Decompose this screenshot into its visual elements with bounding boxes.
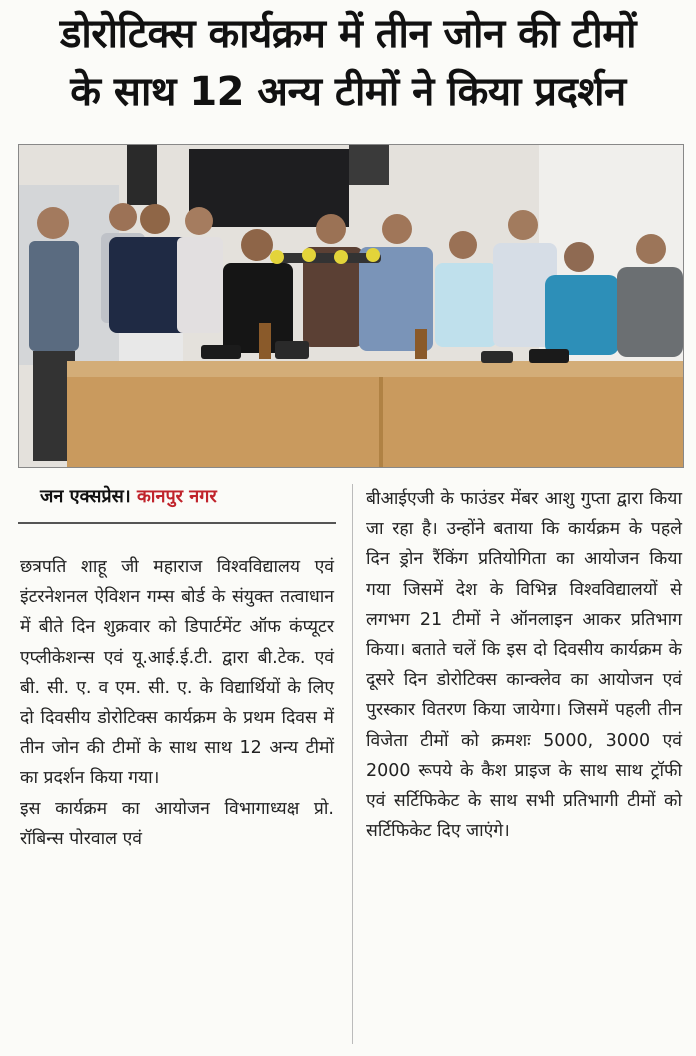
group-photo-illustration	[19, 145, 683, 467]
byline-separator: ।	[123, 486, 131, 507]
article-paragraph: इस कार्यक्रम का आयोजन विभागाध्यक्ष प्रो. रॉबिन्स पोरवाल एवं	[20, 798, 334, 849]
headline	[10, 6, 686, 122]
article-paragraph: बीआईएजी के फाउंडर मेंबर आशु गुप्ता द्वारा किया जा रहा है। उन्होंने बताया कि कार्यक्रम के पहले दिन ड्रोन रैंकिंग प्रतियोगिता का आयोजन किया गया जिसमें देश के विभिन्न विश्वविद्यालयों से लगभग 21 टीमों ने ऑनलाइन आकर प्रतिभाग किया। बताते चलें कि इस दो दिवसीय कार्यक्रम के दूसरे दिन डोरोटिक्स कान्क्लेव का आयोजन एवं पुरस्कार वितरण किया जायेगा। जिसमें पहली तीन विजेता टीमों को क्रमशः 5000, 3000 एवं 2000 रूपये के कैश प्राइज के साथ साथ ट्रॉफी एवं सर्टिफिकेट के साथ सभी प्रतिभागी टीमों को सर्टिफिकेट दिए जाएंगे।	[366, 489, 682, 842]
headline-line-1: डोरोटिक्स कार्यक्रम में तीन जोन की टीमों	[60, 11, 636, 57]
headline-line-2: के साथ 12 अन्य टीमों ने किया प्रदर्शन	[70, 69, 626, 115]
byline-rule	[18, 522, 336, 524]
byline	[40, 484, 217, 508]
city-dateline: कानपुर नगर	[136, 486, 217, 507]
article-paragraph: छत्रपति शाहू जी महाराज विश्वविद्यालय एवं इंटरनेशनल ऐविशन गम्स बोर्ड के संयुक्त तत्वाधान में बीते दिन शुक्रवार को डिपार्टमेंट ऑफ कंप्यूटर एप्लीकेशन्स एवं यू.आई.ई.टी. द्वारा बी.टेक. एवं बी. सी. ए. व एम. सी. ए. के विद्यार्थियों के लिए दो दिवसीय डोरोटिक्स कार्यक्रम के प्रथम दिवस में तीन जोन की टीमों के साथ साथ 12 अन्य टीमों का प्रदर्शन किया गया।	[20, 557, 334, 789]
article-left-column	[20, 552, 334, 854]
newspaper-name: जन एक्सप्रेस	[40, 486, 124, 507]
article-right-column	[366, 484, 682, 846]
column-divider	[352, 484, 353, 1044]
news-photo	[18, 144, 684, 468]
